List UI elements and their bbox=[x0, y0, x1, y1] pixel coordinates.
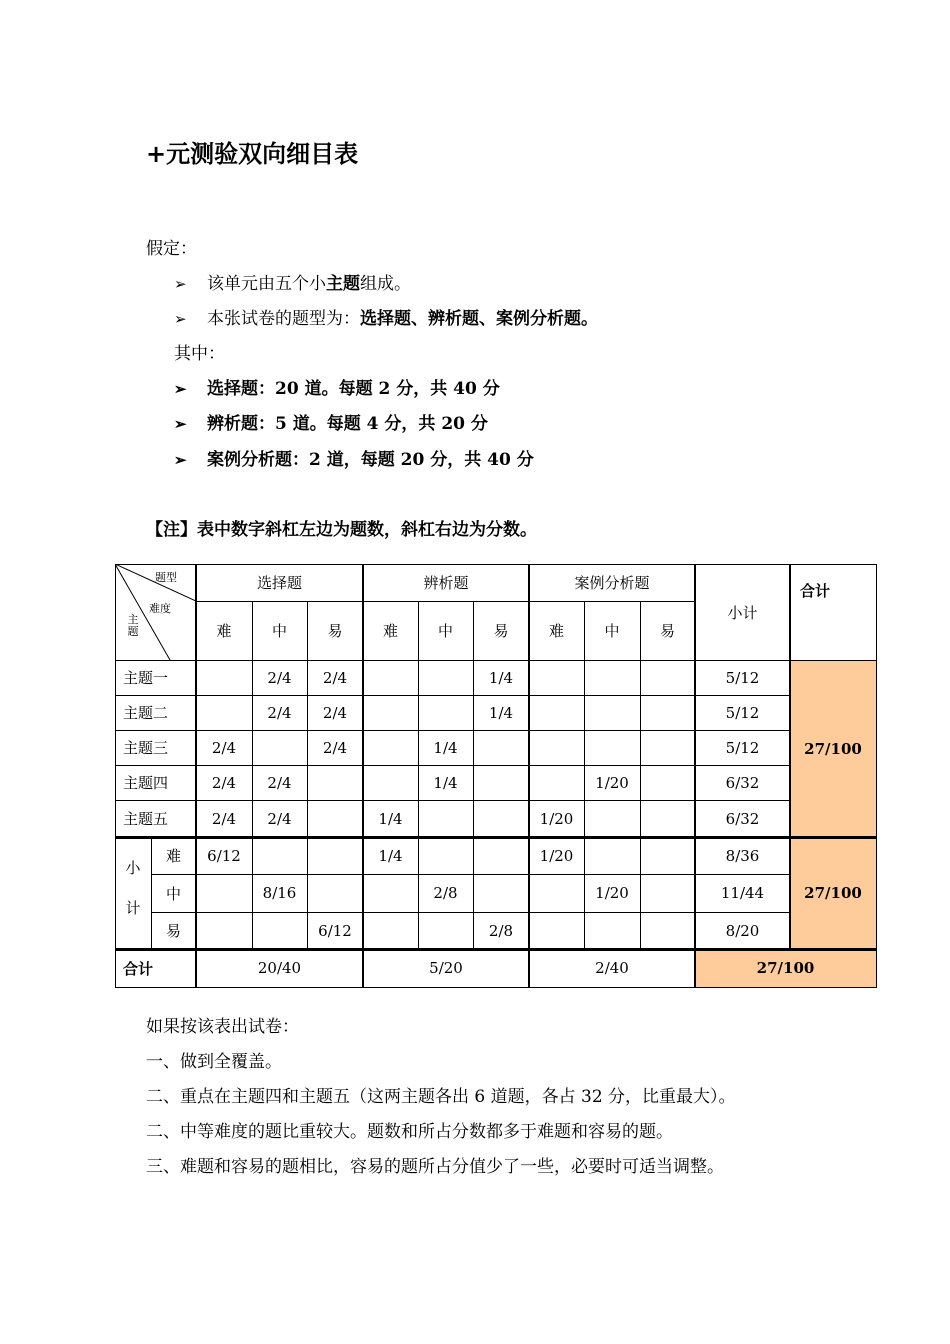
table-cell: 2/4 bbox=[267, 668, 292, 687]
header-difficulty: 难 bbox=[382, 622, 398, 640]
difficulty-subtotal: 8/36 bbox=[725, 846, 760, 865]
header-total: 合计 bbox=[800, 582, 831, 600]
table-cell: 2/4 bbox=[322, 668, 348, 687]
topic-subtotal: 5/12 bbox=[725, 703, 760, 722]
header-subtotal: 小计 bbox=[727, 603, 758, 622]
subtotal-section-label: 计 bbox=[125, 898, 141, 917]
topic-subtotal: 6/32 bbox=[725, 809, 760, 828]
table-cell: 2/8 bbox=[433, 884, 458, 902]
table-cell: 1/20 bbox=[595, 884, 629, 902]
header-difficulty: 易 bbox=[659, 622, 675, 640]
table-cell: 6/12 bbox=[318, 921, 352, 940]
table-cell: 1/4 bbox=[433, 738, 458, 757]
header-difficulty: 中 bbox=[437, 622, 453, 640]
table-note: 【注】表中数字斜杠左边为题数，斜杠右边为分数。 bbox=[146, 520, 537, 540]
topic-name: 主题三 bbox=[123, 739, 169, 757]
topic-subtotal: 5/12 bbox=[725, 668, 760, 687]
table-cell: 1/4 bbox=[488, 703, 514, 722]
table-cell: 1/4 bbox=[433, 773, 458, 792]
topic-name: 主题二 bbox=[123, 704, 169, 722]
conclusion-intro: 如果按该表出试卷： bbox=[146, 1017, 299, 1037]
type-total: 5/20 bbox=[429, 959, 463, 977]
topic-subtotal: 6/32 bbox=[725, 773, 760, 792]
table-cell: 2/4 bbox=[267, 703, 292, 722]
arrow-bullet-icon: ➢ bbox=[174, 380, 187, 398]
topic-subtotal: 5/12 bbox=[725, 738, 760, 757]
table-cell: 2/4 bbox=[211, 809, 237, 828]
table-cell: 2/4 bbox=[322, 738, 348, 757]
corner-topic-label: 主 题 bbox=[127, 613, 139, 638]
header-difficulty: 易 bbox=[327, 622, 343, 640]
among-label: 其中： bbox=[174, 344, 225, 364]
table-cell: 2/8 bbox=[488, 921, 514, 940]
difficulty-subtotal: 8/20 bbox=[725, 921, 760, 940]
table-cell: 2/4 bbox=[267, 809, 292, 828]
table-rule bbox=[115, 987, 877, 988]
page-title: +元测验双向细目表 bbox=[146, 140, 359, 168]
topic-name: 主题五 bbox=[123, 810, 169, 828]
table-cell: 1/4 bbox=[378, 846, 403, 865]
table-cell: 1/4 bbox=[378, 809, 403, 828]
topic-name: 主题四 bbox=[123, 774, 169, 792]
header-question-type: 辨析题 bbox=[423, 574, 469, 592]
header-difficulty: 中 bbox=[271, 622, 287, 640]
table-cell: 2/4 bbox=[267, 773, 292, 792]
subtotal-section-label: 小 bbox=[125, 858, 141, 877]
header-question-type: 选择题 bbox=[256, 574, 302, 592]
header-difficulty: 难 bbox=[548, 622, 564, 640]
table-cell: 1/20 bbox=[539, 846, 574, 865]
topics-total: 27/100 bbox=[804, 739, 862, 758]
specification-table bbox=[115, 564, 877, 988]
table-cell: 2/4 bbox=[322, 703, 348, 722]
conclusion-item: 三、难题和容易的题相比，容易的题所占分值少了一些，必要时可适当调整。 bbox=[146, 1157, 724, 1177]
header-difficulty: 中 bbox=[604, 622, 620, 640]
table-cell: 2/4 bbox=[211, 773, 237, 792]
header-difficulty: 难 bbox=[216, 622, 232, 640]
conclusion-item: 二、重点在主题四和主题五（这两主题各出 6 道题，各占 32 分，比重最大）。 bbox=[146, 1087, 736, 1107]
table-cell: 1/20 bbox=[595, 773, 629, 792]
header-question-type: 案例分析题 bbox=[574, 574, 650, 592]
arrow-bullet-icon: ➢ bbox=[174, 415, 187, 433]
subtotal-total: 27/100 bbox=[804, 884, 862, 902]
table-rule bbox=[115, 695, 791, 696]
table-cell: 8/16 bbox=[262, 884, 297, 902]
header-difficulty: 易 bbox=[493, 622, 509, 640]
table-cell: 1/20 bbox=[539, 809, 574, 828]
grand-total: 27/100 bbox=[756, 959, 815, 977]
corner-difficulty-label: 难度 bbox=[149, 602, 171, 615]
arrow-bullet-icon: ➢ bbox=[174, 451, 187, 469]
table-rule bbox=[876, 564, 877, 988]
table-cell: 6/12 bbox=[207, 846, 241, 865]
conclusion-item: 一、做到全覆盖。 bbox=[146, 1052, 282, 1072]
topic-name: 主题一 bbox=[123, 669, 169, 687]
difficulty-subtotal: 11/44 bbox=[720, 884, 765, 902]
corner-type-label: 题型 bbox=[155, 571, 177, 584]
table-cell: 2/4 bbox=[211, 738, 237, 757]
type-total: 20/40 bbox=[257, 959, 302, 977]
subtotal-difficulty: 中 bbox=[165, 884, 181, 903]
assume-label: 假定： bbox=[146, 239, 197, 259]
conclusion-item: 二、中等难度的题比重较大。题数和所占分数都多于难题和容易的题。 bbox=[146, 1122, 673, 1142]
subtotal-difficulty: 难 bbox=[165, 847, 181, 865]
subtotal-difficulty: 易 bbox=[165, 922, 181, 940]
table-cell: 1/4 bbox=[488, 668, 514, 687]
arrow-bullet-icon: ➢ bbox=[174, 310, 187, 328]
type-total: 2/40 bbox=[595, 959, 629, 977]
total-row-label: 合计 bbox=[123, 959, 154, 978]
arrow-bullet-icon: ➢ bbox=[174, 275, 187, 293]
